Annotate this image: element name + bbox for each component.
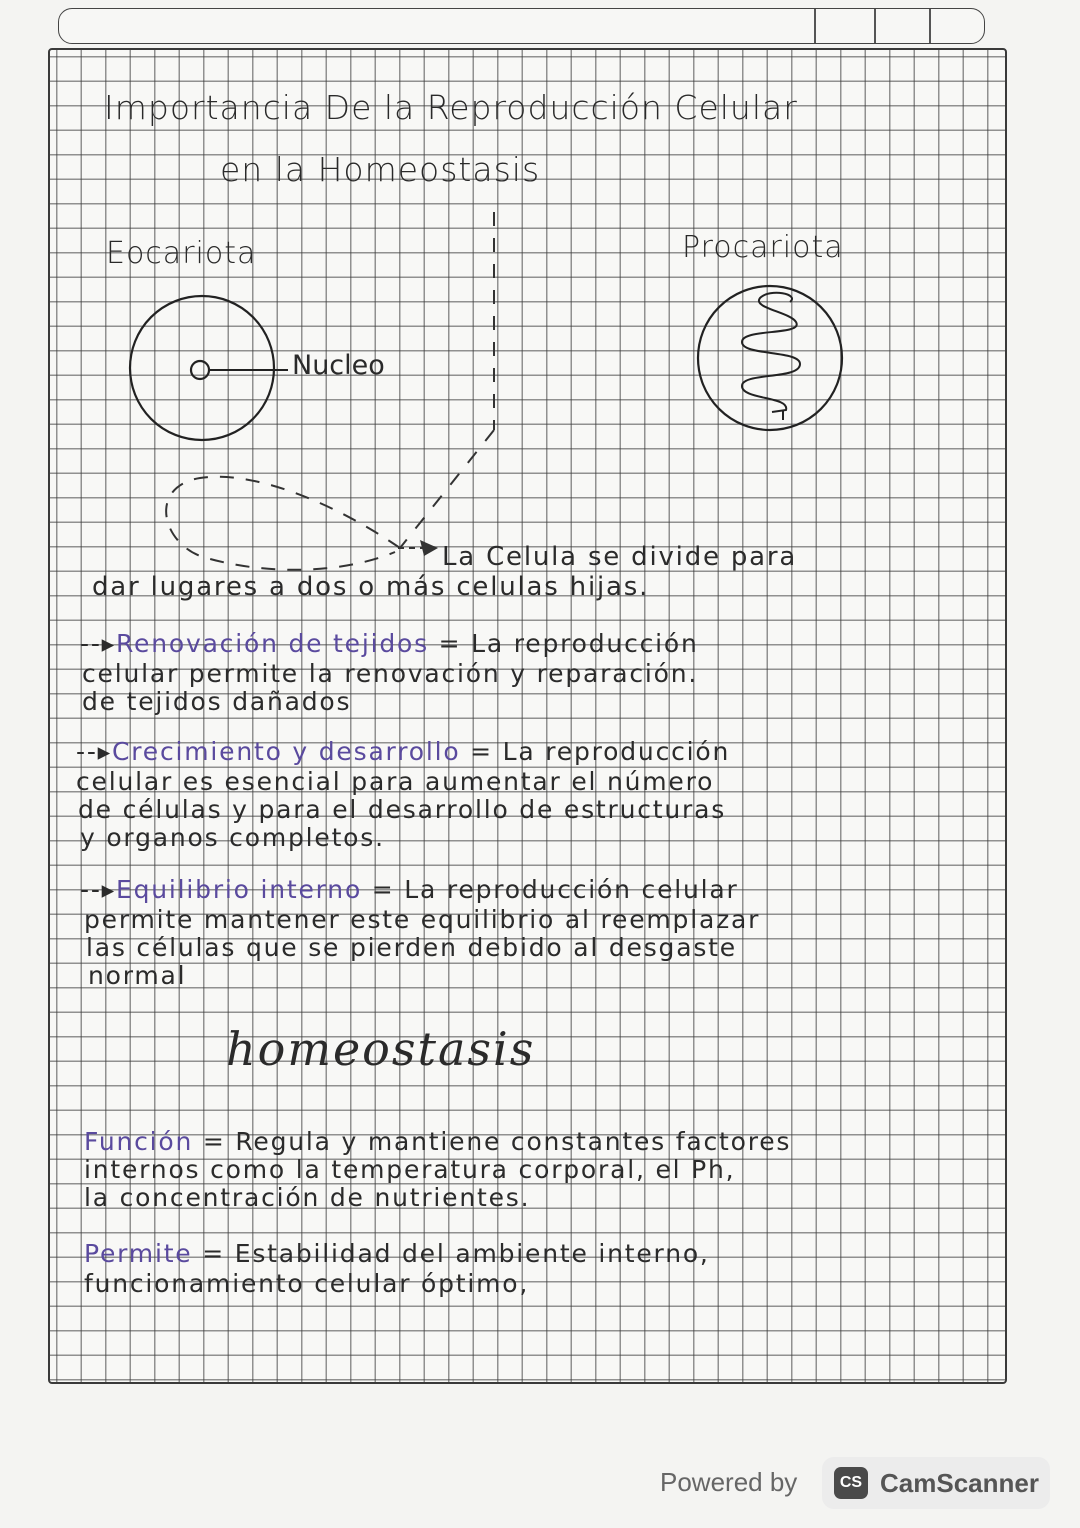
camscanner-brand: CamScanner (880, 1468, 1039, 1498)
prokaryote-label: Procariota (682, 230, 844, 265)
division-loop (166, 477, 400, 570)
page-title-line-1: Importancia De la Reproducción Celular (104, 88, 798, 127)
funcion-line-2: internos como la temperatura corporal, el Ph, (84, 1155, 736, 1184)
homeostasis-heading: homeostasis (226, 1022, 536, 1076)
permite-line-1: Permite = Estabilidad del ambiente interno, (84, 1239, 710, 1268)
point-heading: Crecimiento y desarrollo (112, 737, 461, 766)
point-text-line: y organos completos. (80, 823, 385, 852)
point-equilibrio: --▸Equilibrio interno = La reproducción celular (80, 875, 739, 904)
point-heading: Renovación de tejidos (116, 629, 429, 658)
powered-by-text: Powered by (660, 1467, 798, 1497)
eukaryote-cell-icon (130, 296, 274, 440)
point-text-line: celular permite la renovación y reparación. (82, 659, 699, 688)
cell-diagram (0, 0, 1080, 620)
dna-strand-icon (742, 293, 800, 412)
funcion-line-1: Función = Regula y mantiene constantes factores (84, 1127, 792, 1156)
arrow-icon: --▸ (80, 629, 116, 658)
point-text-line: celular es esencial para aumentar el número (76, 767, 715, 796)
intro-line-1: La Celula se divide para (442, 542, 798, 572)
arrow-icon: --▸ (80, 875, 116, 904)
point-heading: Equilibrio interno (116, 875, 363, 904)
prokaryote-cell-icon (698, 286, 842, 430)
intro-line-2: dar lugares a dos o más celulas hijas. (92, 572, 650, 602)
point-text-line: permite mantener este equilibrio al reemplazar (84, 905, 761, 934)
arrow-icon: --▸ (76, 737, 112, 766)
point-text-line: las células que se pierden debido al desgaste (86, 933, 737, 962)
point-crecimiento: --▸Crecimiento y desarrollo = La reproducción (76, 737, 731, 766)
camscanner-badge (822, 1457, 1050, 1509)
funcion-label: Función (84, 1127, 194, 1156)
point-text-line: de células y para el desarrollo de estructuras (78, 795, 727, 824)
permite-line-2: funcionamiento celular óptimo, (84, 1269, 530, 1298)
nucleus-label: Nucleo (292, 350, 385, 381)
point-text-line: normal (88, 961, 187, 990)
funcion-line-3: la concentración de nutrientes. (84, 1183, 531, 1212)
division-path (400, 430, 494, 548)
eukaryote-label: Eocariota (106, 236, 257, 271)
camscanner-logo-icon: CS (834, 1467, 868, 1499)
nucleus-icon (191, 361, 209, 379)
page-title-line-2: en la Homeostasis (220, 150, 541, 189)
point-text-line: de tejidos dañados (82, 687, 352, 716)
permite-label: Permite (84, 1239, 193, 1268)
camscanner-watermark (650, 1455, 1060, 1513)
point-renovacion: --▸Renovación de tejidos = La reproducción (80, 629, 699, 658)
